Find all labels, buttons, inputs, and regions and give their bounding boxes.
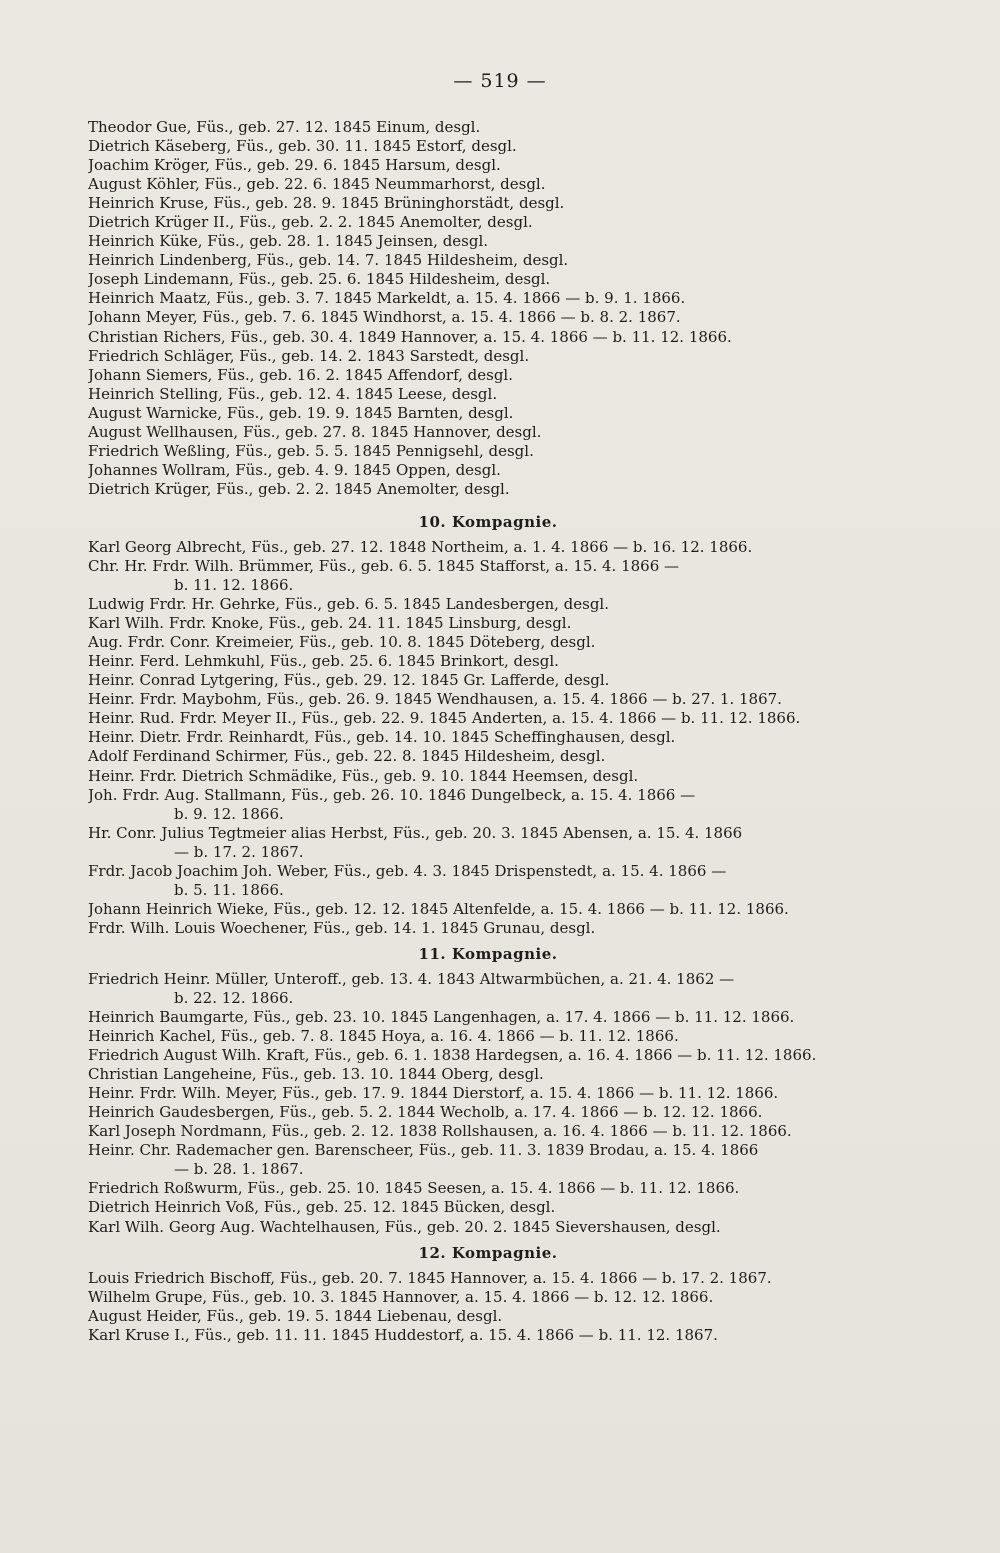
roster-line: Friedrich Weßling, Füs., geb. 5. 5. 1845 Pennigsehl, desgl. xyxy=(88,441,534,460)
roster-line: — b. 17. 2. 1867. xyxy=(174,842,304,861)
roster-line: Karl Wilh. Frdr. Knoke, Füs., geb. 24. 11. 1845 Linsburg, desgl. xyxy=(88,614,572,633)
roster-line: Joachim Kröger, Füs., geb. 29. 6. 1845 Harsum, desgl. xyxy=(88,156,501,175)
roster-line: Wilhelm Grupe, Füs., geb. 10. 3. 1845 Hannover, a. 15. 4. 1866 — b. 12. 12. 1866. xyxy=(88,1287,714,1306)
section-10-heading: 10. Kompagnie. xyxy=(418,512,558,531)
roster-line: b. 5. 11. 1866. xyxy=(174,880,284,899)
roster-line: Friedrich Roßwurm, Füs., geb. 25. 10. 1845 Seesen, a. 15. 4. 1866 — b. 11. 12. 1866. xyxy=(88,1179,740,1198)
roster-line: Heinr. Rud. Frdr. Meyer II., Füs., geb. 22. 9. 1845 Anderten, a. 15. 4. 1866 — b. 11. 12. 1866. xyxy=(88,709,801,728)
roster-line: Chr. Hr. Frdr. Wilh. Brümmer, Füs., geb. 6. 5. 1845 Stafforst, a. 15. 4. 1866 — xyxy=(88,556,680,575)
section-12-heading: 12. Kompagnie. xyxy=(418,1243,558,1262)
roster-line: Heinr. Frdr. Wilh. Meyer, Füs., geb. 17. 9. 1844 Dierstorf, a. 15. 4. 1866 — b. 11. 12. 1866. xyxy=(88,1084,779,1103)
roster-line: b. 9. 12. 1866. xyxy=(174,804,284,823)
roster-line: Friedrich August Wilh. Kraft, Füs., geb. 6. 1. 1838 Hardegsen, a. 16. 4. 1866 — b. 11. 12. 1866. xyxy=(88,1046,817,1065)
roster-line: Frdr. Jacob Joachim Joh. Weber, Füs., geb. 4. 3. 1845 Drispenstedt, a. 15. 4. 1866 — xyxy=(88,861,727,880)
roster-line: Dietrich Krüger II., Füs., geb. 2. 2. 1845 Anemolter, desgl. xyxy=(88,213,533,232)
roster-line: Karl Joseph Nordmann, Füs., geb. 2. 12. 1838 Rollshausen, a. 16. 4. 1866 — b. 11. 12. 1866. xyxy=(88,1122,792,1141)
roster-line: Heinr. Dietr. Frdr. Reinhardt, Füs., geb. 14. 10. 1845 Scheffinghausen, desgl. xyxy=(88,728,676,747)
roster-line: Heinr. Conrad Lytgering, Füs., geb. 29. 12. 1845 Gr. Lafferde, desgl. xyxy=(88,671,610,690)
roster-line: Johannes Wollram, Füs., geb. 4. 9. 1845 Oppen, desgl. xyxy=(88,460,501,479)
roster-line: Heinrich Gaudesbergen, Füs., geb. 5. 2. 1844 Wecholb, a. 17. 4. 1866 — b. 12. 12. 1866. xyxy=(88,1103,763,1122)
page-number: — 519 — xyxy=(453,70,547,92)
roster-line: Johann Siemers, Füs., geb. 16. 2. 1845 Affendorf, desgl. xyxy=(88,365,513,384)
roster-line: Johann Heinrich Wieke, Füs., geb. 12. 12. 1845 Altenfelde, a. 15. 4. 1866 — b. 11. 12. 1866. xyxy=(88,899,789,918)
roster-line: Christian Richers, Füs., geb. 30. 4. 1849 Hannover, a. 15. 4. 1866 — b. 11. 12. 1866. xyxy=(88,327,732,346)
section-12-list xyxy=(88,1269,888,1345)
roster-line: Dietrich Heinrich Voß, Füs., geb. 25. 12. 1845 Bücken, desgl. xyxy=(88,1198,556,1217)
roster-line: Karl Wilh. Georg Aug. Wachtelhausen, Füs., geb. 20. 2. 1845 Sievershausen, desgl. xyxy=(88,1217,721,1236)
roster-line: August Heider, Füs., geb. 19. 5. 1844 Liebenau, desgl. xyxy=(88,1306,503,1325)
roster-line: Hr. Conr. Julius Tegtmeier alias Herbst, Füs., geb. 20. 3. 1845 Abensen, a. 15. 4. 1866 xyxy=(88,823,743,842)
roster-line: Heinrich Küke, Füs., geb. 28. 1. 1845 Jeinsen, desgl. xyxy=(88,232,489,251)
roster-line: Friedrich Schläger, Füs., geb. 14. 2. 1843 Sarstedt, desgl. xyxy=(88,346,530,365)
roster-line: Dietrich Käseberg, Füs., geb. 30. 11. 1845 Estorf, desgl. xyxy=(88,137,517,156)
roster-line: Frdr. Wilh. Louis Woechener, Füs., geb. 14. 1. 1845 Grunau, desgl. xyxy=(88,918,596,937)
roster-line: Aug. Frdr. Conr. Kreimeier, Füs., geb. 10. 8. 1845 Döteberg, desgl. xyxy=(88,633,596,652)
roster-line: Ludwig Frdr. Hr. Gehrke, Füs., geb. 6. 5. 1845 Landesbergen, desgl. xyxy=(88,595,610,614)
roster-line: Karl Kruse I., Füs., geb. 11. 11. 1845 Huddestorf, a. 15. 4. 1866 — b. 11. 12. 1867. xyxy=(88,1325,718,1344)
roster-line: Heinrich Kachel, Füs., geb. 7. 8. 1845 Hoya, a. 16. 4. 1866 — b. 11. 12. 1866. xyxy=(88,1027,679,1046)
section-9-list xyxy=(88,118,888,499)
roster-line: Heinr. Frdr. Maybohm, Füs., geb. 26. 9. 1845 Wendhausen, a. 15. 4. 1866 — b. 27. 1. 1867. xyxy=(88,690,782,709)
roster-line: Dietrich Krüger, Füs., geb. 2. 2. 1845 Anemolter, desgl. xyxy=(88,479,510,498)
roster-line: Christian Langeheine, Füs., geb. 13. 10. 1844 Oberg, desgl. xyxy=(88,1065,544,1084)
roster-line: August Wellhausen, Füs., geb. 27. 8. 1845 Hannover, desgl. xyxy=(88,422,542,441)
roster-line: b. 11. 12. 1866. xyxy=(174,576,294,595)
roster-line: Friedrich Heinr. Müller, Unteroff., geb. 13. 4. 1843 Altwarmbüchen, a. 21. 4. 1862 — xyxy=(88,969,735,988)
roster-line: August Warnicke, Füs., geb. 19. 9. 1845 Barnten, desgl. xyxy=(88,403,514,422)
roster-line: August Köhler, Füs., geb. 22. 6. 1845 Neummarhorst, desgl. xyxy=(88,175,546,194)
roster-line: Johann Meyer, Füs., geb. 7. 6. 1845 Windhorst, a. 15. 4. 1866 — b. 8. 2. 1867. xyxy=(88,308,681,327)
roster-line: Joh. Frdr. Aug. Stallmann, Füs., geb. 26. 10. 1846 Dungelbeck, a. 15. 4. 1866 — xyxy=(88,785,696,804)
roster-line: Heinr. Ferd. Lehmkuhl, Füs., geb. 25. 6. 1845 Brinkort, desgl. xyxy=(88,652,559,671)
roster-line: Adolf Ferdinand Schirmer, Füs., geb. 22. 8. 1845 Hildesheim, desgl. xyxy=(88,747,606,766)
roster-line: Heinr. Frdr. Dietrich Schmädike, Füs., geb. 9. 10. 1844 Heemsen, desgl. xyxy=(88,766,639,785)
roster-content xyxy=(88,118,888,1345)
roster-line: Heinrich Stelling, Füs., geb. 12. 4. 1845 Leese, desgl. xyxy=(88,384,498,403)
roster-line: Theodor Gue, Füs., geb. 27. 12. 1845 Einum, desgl. xyxy=(88,118,481,136)
section-11-list xyxy=(88,970,888,1237)
roster-line: Heinrich Baumgarte, Füs., geb. 23. 10. 1845 Langenhagen, a. 17. 4. 1866 — b. 11. 12. 1866. xyxy=(88,1008,795,1027)
roster-line: Heinrich Maatz, Füs., geb. 3. 7. 1845 Markeldt, a. 15. 4. 1866 — b. 9. 1. 1866. xyxy=(88,289,686,308)
roster-line: b. 22. 12. 1866. xyxy=(174,988,294,1007)
section-10-list xyxy=(88,538,888,938)
roster-line: — b. 28. 1. 1867. xyxy=(174,1160,304,1179)
roster-line: Heinrich Lindenberg, Füs., geb. 14. 7. 1845 Hildesheim, desgl. xyxy=(88,251,569,270)
roster-line: Heinr. Chr. Rademacher gen. Barenscheer, Füs., geb. 11. 3. 1839 Brodau, a. 15. 4. 1866 xyxy=(88,1141,759,1160)
section-11-heading: 11. Kompagnie. xyxy=(418,944,558,963)
roster-line: Louis Friedrich Bischoff, Füs., geb. 20. 7. 1845 Hannover, a. 15. 4. 1866 — b. 17. 2. 1867. xyxy=(88,1268,772,1287)
roster-line: Joseph Lindemann, Füs., geb. 25. 6. 1845 Hildesheim, desgl. xyxy=(88,270,551,289)
roster-line: Karl Georg Albrecht, Füs., geb. 27. 12. 1848 Northeim, a. 1. 4. 1866 — b. 16. 12. 1866. xyxy=(88,537,753,556)
roster-line: Heinrich Kruse, Füs., geb. 28. 9. 1845 Brüninghorstädt, desgl. xyxy=(88,194,565,213)
